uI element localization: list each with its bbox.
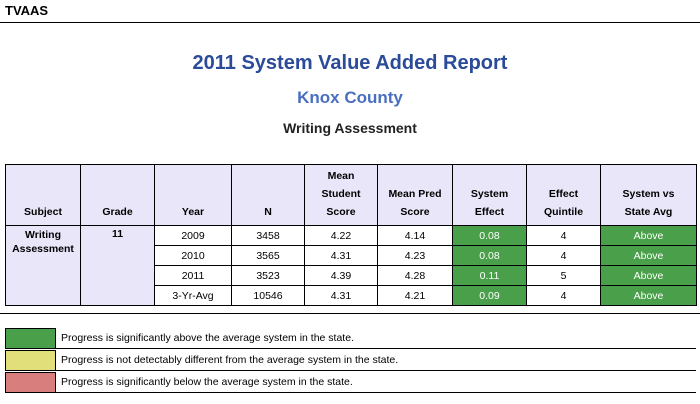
subject-cell (6, 226, 81, 306)
col-header-n: N (232, 165, 305, 226)
system-effect-cell: 0.09 (453, 286, 527, 306)
quintile-cell: 4 (527, 246, 601, 266)
value-added-table (5, 164, 697, 306)
n-cell: 3458 (232, 226, 305, 246)
n-cell: 3565 (232, 246, 305, 266)
legend-swatch-red (5, 372, 56, 393)
col-header-year: Year (155, 165, 232, 226)
table-row (6, 226, 697, 246)
legend-underline (56, 392, 696, 393)
legend-item-above (5, 328, 696, 349)
subject-line-2: Assessment (12, 243, 74, 255)
vs-state-cell: Above (601, 226, 697, 246)
grade-cell: 11 (81, 226, 155, 306)
col-header-grade: Grade (81, 165, 155, 226)
subject-line-1: Writing (25, 229, 61, 241)
report-title: 2011 System Value Added Report (192, 52, 508, 74)
mean-pred-cell: 4.21 (378, 286, 453, 306)
legend-text: Progress is significantly above the average system in the state. (61, 332, 354, 344)
table-header-row (6, 165, 697, 226)
assessment-name: Writing Assessment (283, 120, 417, 136)
vs-state-cell: Above (601, 286, 697, 306)
col-header-subject: Subject (6, 165, 81, 226)
legend-item-no-difference (5, 350, 696, 371)
mean-pred-cell: 4.28 (378, 266, 453, 286)
legend-text: Progress is significantly below the average system in the state. (61, 376, 353, 388)
col-header-mean-pred-score: Mean Pred Score (378, 165, 453, 226)
district-name: Knox County (297, 88, 403, 107)
divider (0, 313, 700, 314)
system-effect-cell: 0.11 (453, 266, 527, 286)
col-header-system-effect: System Effect (453, 165, 527, 226)
col-header-effect-quintile: Effect Quintile (527, 165, 601, 226)
col-header-system-vs-state: System vs State Avg (601, 165, 697, 226)
mean-student-cell: 4.22 (305, 226, 378, 246)
mean-student-cell: 4.31 (305, 246, 378, 266)
mean-pred-cell: 4.14 (378, 226, 453, 246)
legend-underline (56, 348, 696, 349)
mean-pred-cell: 4.23 (378, 246, 453, 266)
vs-state-cell: Above (601, 246, 697, 266)
legend-item-below (5, 372, 696, 393)
n-cell: 3523 (232, 266, 305, 286)
year-cell: 3-Yr-Avg (155, 286, 232, 306)
system-effect-cell: 0.08 (453, 226, 527, 246)
mean-student-cell: 4.31 (305, 286, 378, 306)
col-header-mean-student-score: Mean Student Score (305, 165, 378, 226)
legend-swatch-green (5, 328, 56, 349)
year-cell: 2011 (155, 266, 232, 286)
legend-swatch-yellow (5, 350, 56, 371)
brand-label: TVAAS (5, 3, 49, 18)
n-cell: 10546 (232, 286, 305, 306)
year-cell: 2010 (155, 246, 232, 266)
legend-underline (56, 370, 696, 371)
mean-student-cell: 4.39 (305, 266, 378, 286)
vs-state-cell: Above (601, 266, 697, 286)
year-cell: 2009 (155, 226, 232, 246)
top-bar (0, 0, 700, 23)
legend-text: Progress is not detectably different from the average system in the state. (61, 354, 399, 366)
system-effect-cell: 0.08 (453, 246, 527, 266)
quintile-cell: 4 (527, 226, 601, 246)
quintile-cell: 5 (527, 266, 601, 286)
quintile-cell: 4 (527, 286, 601, 306)
